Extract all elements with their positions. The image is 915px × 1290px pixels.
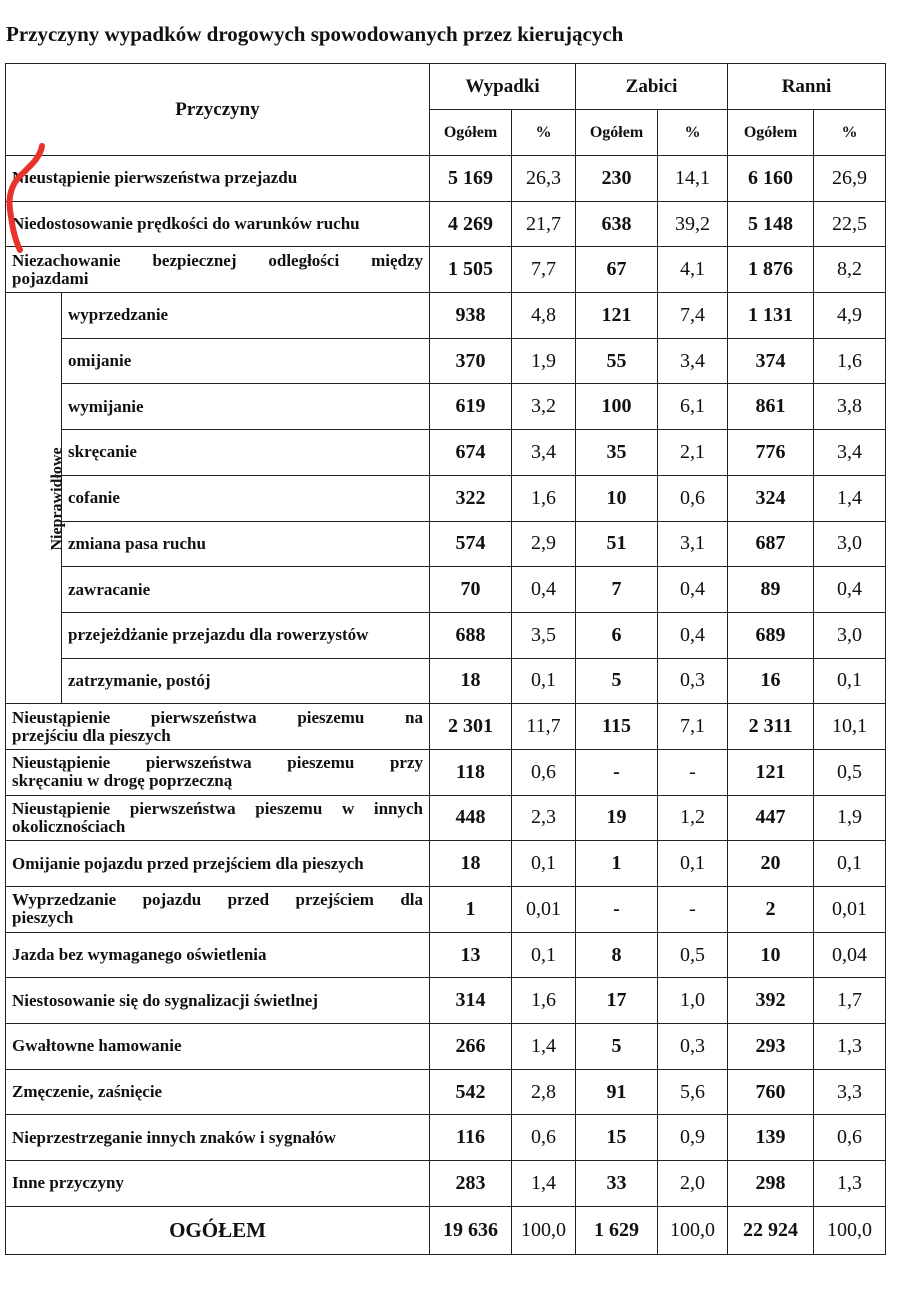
total-row bbox=[6, 1206, 886, 1254]
percent-cell: 14,1 bbox=[658, 156, 728, 202]
header-ranni: Ranni bbox=[728, 64, 886, 110]
percent-cell: 1,0 bbox=[658, 978, 728, 1024]
count-cell: 5 169 bbox=[430, 156, 512, 202]
percent-cell: 10,1 bbox=[814, 704, 886, 750]
table-row bbox=[6, 156, 886, 202]
count-cell: 89 bbox=[728, 567, 814, 613]
cause-cell: cofanie bbox=[62, 475, 430, 521]
percent-cell: 5,6 bbox=[658, 1069, 728, 1115]
cause-cell: Jazda bez wymaganego oświetlenia bbox=[6, 932, 430, 978]
percent-cell: 100,0 bbox=[512, 1206, 576, 1254]
percent-cell: 0,5 bbox=[658, 932, 728, 978]
percent-cell: 3,0 bbox=[814, 612, 886, 658]
table-row bbox=[6, 612, 886, 658]
table-row bbox=[6, 704, 886, 750]
percent-cell: 1,7 bbox=[814, 978, 886, 1024]
percent-cell: 1,3 bbox=[814, 1161, 886, 1207]
count-cell: 1 629 bbox=[576, 1206, 658, 1254]
table-row bbox=[6, 247, 886, 293]
count-cell: 938 bbox=[430, 293, 512, 339]
percent-cell: 1,3 bbox=[814, 1024, 886, 1070]
percent-cell: 39,2 bbox=[658, 201, 728, 247]
count-cell: 118 bbox=[430, 749, 512, 795]
cause-text-line1: Nieustąpienie pierwszeństwa pieszemu przy bbox=[12, 753, 423, 773]
cause-cell: Niedostosowanie prędkości do warunków ruchu bbox=[6, 201, 430, 247]
percent-cell: 22,5 bbox=[814, 201, 886, 247]
cause-text-line2: przejściu dla pieszych bbox=[12, 725, 171, 745]
table-row bbox=[6, 749, 886, 795]
count-cell: 139 bbox=[728, 1115, 814, 1161]
cause-cell: Nieustąpienie pierwszeństwa przejazdu bbox=[6, 156, 430, 202]
percent-cell: 1,6 bbox=[512, 475, 576, 521]
count-cell: 19 636 bbox=[430, 1206, 512, 1254]
percent-cell: 0,1 bbox=[512, 658, 576, 704]
percent-cell: 11,7 bbox=[512, 704, 576, 750]
count-cell: 19 bbox=[576, 795, 658, 841]
percent-cell: 1,2 bbox=[658, 795, 728, 841]
percent-cell: 2,0 bbox=[658, 1161, 728, 1207]
count-cell: 115 bbox=[576, 704, 658, 750]
percent-cell: 0,9 bbox=[658, 1115, 728, 1161]
percent-cell: 4,1 bbox=[658, 247, 728, 293]
cause-cell bbox=[6, 749, 430, 795]
count-cell: 374 bbox=[728, 338, 814, 384]
percent-cell: 4,9 bbox=[814, 293, 886, 339]
cause-cell: zatrzymanie, postój bbox=[62, 658, 430, 704]
percent-cell: 1,4 bbox=[512, 1161, 576, 1207]
percent-cell: 8,2 bbox=[814, 247, 886, 293]
table-row bbox=[6, 201, 886, 247]
percent-cell: 0,3 bbox=[658, 1024, 728, 1070]
percent-cell: 26,3 bbox=[512, 156, 576, 202]
count-cell: 2 301 bbox=[430, 704, 512, 750]
header-wypadki-pct: % bbox=[512, 110, 576, 156]
cause-cell: Zmęczenie, zaśnięcie bbox=[6, 1069, 430, 1115]
percent-cell: 7,4 bbox=[658, 293, 728, 339]
table-row bbox=[6, 978, 886, 1024]
table-row bbox=[6, 338, 886, 384]
table-row bbox=[6, 567, 886, 613]
count-cell: 116 bbox=[430, 1115, 512, 1161]
count-cell: 121 bbox=[728, 749, 814, 795]
group-label-nieprawidlowe: Nieprawidłowe bbox=[48, 447, 66, 551]
cause-text-line2: skręcaniu w drogę poprzeczną bbox=[12, 771, 233, 791]
count-cell: 70 bbox=[430, 567, 512, 613]
percent-cell: 7,1 bbox=[658, 704, 728, 750]
percent-cell: 2,1 bbox=[658, 430, 728, 476]
table-row bbox=[6, 384, 886, 430]
cause-cell: Omijanie pojazdu przed przejściem dla pieszych bbox=[6, 841, 430, 887]
count-cell: 293 bbox=[728, 1024, 814, 1070]
count-cell: 6 160 bbox=[728, 156, 814, 202]
cause-cell: omijanie bbox=[62, 338, 430, 384]
percent-cell: - bbox=[658, 749, 728, 795]
count-cell: 760 bbox=[728, 1069, 814, 1115]
percent-cell: 0,1 bbox=[512, 841, 576, 887]
count-cell: 8 bbox=[576, 932, 658, 978]
percent-cell: 3,4 bbox=[814, 430, 886, 476]
cause-text-line2: pieszych bbox=[12, 908, 74, 928]
total-label: OGÓŁEM bbox=[6, 1206, 430, 1254]
count-cell: 6 bbox=[576, 612, 658, 658]
cause-text-line1: Nieustąpienie pierwszeństwa pieszemu w innych bbox=[12, 798, 423, 818]
count-cell: 4 269 bbox=[430, 201, 512, 247]
percent-cell: 3,4 bbox=[512, 430, 576, 476]
count-cell: 22 924 bbox=[728, 1206, 814, 1254]
accidents-table bbox=[5, 63, 886, 1255]
cause-cell: przejeżdżanie przejazdu dla rowerzystów bbox=[62, 612, 430, 658]
count-cell: 370 bbox=[430, 338, 512, 384]
count-cell: - bbox=[576, 887, 658, 933]
percent-cell: 100,0 bbox=[658, 1206, 728, 1254]
cause-text-line1: Wyprzedzanie pojazdu przed przejściem dla bbox=[12, 890, 423, 910]
table-row bbox=[6, 795, 886, 841]
table-row bbox=[6, 1069, 886, 1115]
count-cell: 5 bbox=[576, 1024, 658, 1070]
count-cell: 33 bbox=[576, 1161, 658, 1207]
count-cell: 1 bbox=[430, 887, 512, 933]
count-cell: 230 bbox=[576, 156, 658, 202]
percent-cell: 0,6 bbox=[658, 475, 728, 521]
count-cell: 2 311 bbox=[728, 704, 814, 750]
table-row bbox=[6, 1115, 886, 1161]
percent-cell: 3,0 bbox=[814, 521, 886, 567]
table-row bbox=[6, 1024, 886, 1070]
percent-cell: 3,5 bbox=[512, 612, 576, 658]
count-cell: 17 bbox=[576, 978, 658, 1024]
percent-cell: 21,7 bbox=[512, 201, 576, 247]
percent-cell: 0,1 bbox=[512, 932, 576, 978]
percent-cell: 7,7 bbox=[512, 247, 576, 293]
percent-cell: 0,3 bbox=[658, 658, 728, 704]
percent-cell: 0,6 bbox=[512, 749, 576, 795]
percent-cell: 0,1 bbox=[658, 841, 728, 887]
percent-cell: 0,1 bbox=[814, 658, 886, 704]
table-row bbox=[6, 430, 886, 476]
count-cell: 448 bbox=[430, 795, 512, 841]
count-cell: 324 bbox=[728, 475, 814, 521]
header-ranni-ogolem: Ogółem bbox=[728, 110, 814, 156]
count-cell: 283 bbox=[430, 1161, 512, 1207]
header-ranni-pct: % bbox=[814, 110, 886, 156]
percent-cell: 0,01 bbox=[814, 887, 886, 933]
cause-text-line1: Niezachowanie bezpiecznej odległości między bbox=[12, 250, 423, 270]
count-cell: 5 148 bbox=[728, 201, 814, 247]
table-row bbox=[6, 293, 886, 339]
count-cell: 688 bbox=[430, 612, 512, 658]
count-cell: 861 bbox=[728, 384, 814, 430]
cause-cell: skręcanie bbox=[62, 430, 430, 476]
percent-cell: 0,5 bbox=[814, 749, 886, 795]
count-cell: 1 876 bbox=[728, 247, 814, 293]
count-cell: 121 bbox=[576, 293, 658, 339]
percent-cell: 4,8 bbox=[512, 293, 576, 339]
count-cell: 638 bbox=[576, 201, 658, 247]
percent-cell: 3,4 bbox=[658, 338, 728, 384]
table-row bbox=[6, 475, 886, 521]
count-cell: 91 bbox=[576, 1069, 658, 1115]
cause-cell bbox=[6, 887, 430, 933]
count-cell: 13 bbox=[430, 932, 512, 978]
count-cell: 10 bbox=[728, 932, 814, 978]
percent-cell: 1,9 bbox=[814, 795, 886, 841]
cause-cell: Inne przyczyny bbox=[6, 1161, 430, 1207]
count-cell: 1 505 bbox=[430, 247, 512, 293]
percent-cell: 0,04 bbox=[814, 932, 886, 978]
percent-cell: 1,6 bbox=[814, 338, 886, 384]
count-cell: 51 bbox=[576, 521, 658, 567]
count-cell: 55 bbox=[576, 338, 658, 384]
count-cell: 314 bbox=[430, 978, 512, 1024]
header-zabici: Zabici bbox=[576, 64, 728, 110]
count-cell: 16 bbox=[728, 658, 814, 704]
count-cell: 20 bbox=[728, 841, 814, 887]
group-label-cell bbox=[6, 293, 66, 704]
count-cell: 574 bbox=[430, 521, 512, 567]
percent-cell: 0,4 bbox=[512, 567, 576, 613]
cause-cell bbox=[6, 704, 430, 750]
percent-cell: 0,6 bbox=[814, 1115, 886, 1161]
count-cell: 67 bbox=[576, 247, 658, 293]
count-cell: 619 bbox=[430, 384, 512, 430]
header-zabici-ogolem: Ogółem bbox=[576, 110, 658, 156]
count-cell: 392 bbox=[728, 978, 814, 1024]
count-cell: 35 bbox=[576, 430, 658, 476]
cause-cell: wyprzedzanie bbox=[62, 293, 430, 339]
count-cell: 7 bbox=[576, 567, 658, 613]
cause-cell: wymijanie bbox=[62, 384, 430, 430]
percent-cell: 1,4 bbox=[512, 1024, 576, 1070]
cause-text-line2: okolicznościach bbox=[12, 816, 126, 836]
table-row bbox=[6, 521, 886, 567]
percent-cell: 0,4 bbox=[658, 567, 728, 613]
count-cell: 298 bbox=[728, 1161, 814, 1207]
percent-cell: 0,01 bbox=[512, 887, 576, 933]
table-title: Przyczyny wypadków drogowych spowodowanych przez kierujących bbox=[6, 22, 624, 46]
percent-cell: 2,9 bbox=[512, 521, 576, 567]
table-row bbox=[6, 841, 886, 887]
table-row bbox=[6, 887, 886, 933]
header-wypadki: Wypadki bbox=[430, 64, 576, 110]
count-cell: 689 bbox=[728, 612, 814, 658]
header-przyczyny: Przyczyny bbox=[6, 64, 430, 156]
cause-cell bbox=[6, 247, 430, 293]
cause-cell: Niestosowanie się do sygnalizacji świetlnej bbox=[6, 978, 430, 1024]
cause-cell: zmiana pasa ruchu bbox=[62, 521, 430, 567]
count-cell: 2 bbox=[728, 887, 814, 933]
count-cell: 18 bbox=[430, 658, 512, 704]
percent-cell: 2,3 bbox=[512, 795, 576, 841]
percent-cell: 1,4 bbox=[814, 475, 886, 521]
cause-cell: Nieprzestrzeganie innych znaków i sygnałów bbox=[6, 1115, 430, 1161]
table-row bbox=[6, 1161, 886, 1207]
count-cell: 1 bbox=[576, 841, 658, 887]
table-row bbox=[6, 932, 886, 978]
count-cell: 266 bbox=[430, 1024, 512, 1070]
percent-cell: 3,8 bbox=[814, 384, 886, 430]
header-wypadki-ogolem: Ogółem bbox=[430, 110, 512, 156]
percent-cell: 1,6 bbox=[512, 978, 576, 1024]
count-cell: - bbox=[576, 749, 658, 795]
count-cell: 1 131 bbox=[728, 293, 814, 339]
cause-cell: zawracanie bbox=[62, 567, 430, 613]
cause-text-line2: pojazdami bbox=[12, 268, 89, 288]
count-cell: 100 bbox=[576, 384, 658, 430]
percent-cell: 3,2 bbox=[512, 384, 576, 430]
percent-cell: 0,4 bbox=[814, 567, 886, 613]
percent-cell: 0,4 bbox=[658, 612, 728, 658]
percent-cell: - bbox=[658, 887, 728, 933]
percent-cell: 100,0 bbox=[814, 1206, 886, 1254]
count-cell: 687 bbox=[728, 521, 814, 567]
percent-cell: 3,1 bbox=[658, 521, 728, 567]
percent-cell: 1,9 bbox=[512, 338, 576, 384]
percent-cell: 3,3 bbox=[814, 1069, 886, 1115]
count-cell: 15 bbox=[576, 1115, 658, 1161]
count-cell: 322 bbox=[430, 475, 512, 521]
cause-cell: Gwałtowne hamowanie bbox=[6, 1024, 430, 1070]
percent-cell: 0,6 bbox=[512, 1115, 576, 1161]
percent-cell: 2,8 bbox=[512, 1069, 576, 1115]
table-row bbox=[6, 658, 886, 704]
count-cell: 776 bbox=[728, 430, 814, 476]
count-cell: 10 bbox=[576, 475, 658, 521]
cause-cell bbox=[6, 795, 430, 841]
percent-cell: 26,9 bbox=[814, 156, 886, 202]
header-zabici-pct: % bbox=[658, 110, 728, 156]
percent-cell: 0,1 bbox=[814, 841, 886, 887]
count-cell: 18 bbox=[430, 841, 512, 887]
count-cell: 5 bbox=[576, 658, 658, 704]
count-cell: 447 bbox=[728, 795, 814, 841]
percent-cell: 6,1 bbox=[658, 384, 728, 430]
count-cell: 542 bbox=[430, 1069, 512, 1115]
cause-text-line1: Nieustąpienie pierwszeństwa pieszemu na bbox=[12, 707, 423, 727]
count-cell: 674 bbox=[430, 430, 512, 476]
